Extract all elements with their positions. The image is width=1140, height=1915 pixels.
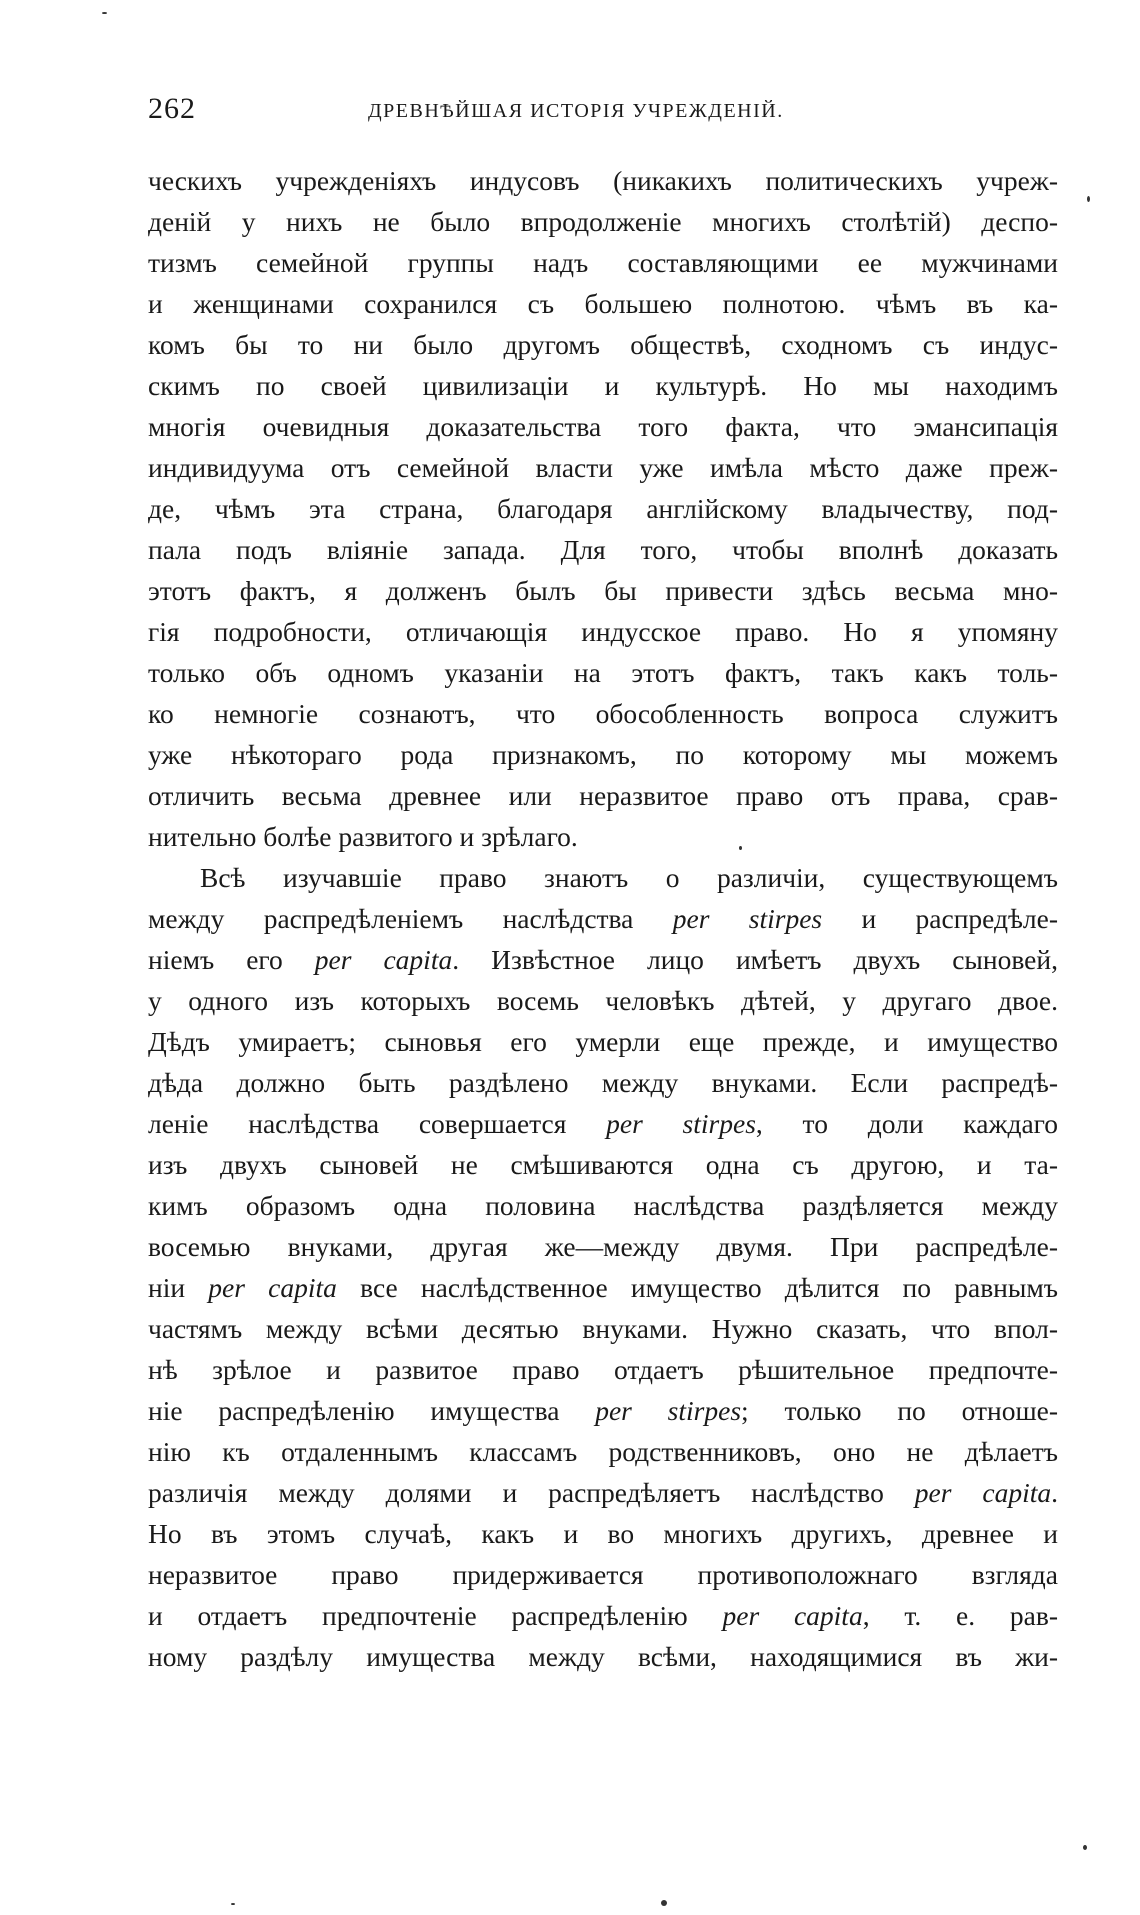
italic-term: per capita [722,1600,863,1631]
text-line [148,570,1058,611]
text-line [148,980,1058,1021]
text-segment: отличить весьма древнее или неразвитое право отъ права, срав- [148,780,1058,811]
text-line [148,1103,1058,1144]
italic-term: per stirpes [672,903,823,934]
text-segment: уже нѣкотораго рода признакомъ, по которому мы можемъ [148,739,1058,770]
text-line [148,734,1058,775]
text-segment: де, чѣмъ эта страна, благодаря англійскому владычеству, под- [148,493,1058,524]
text-line [148,1226,1058,1267]
text-line [148,160,1058,201]
page-header [148,92,1058,132]
text-segment: ко немногіе сознаютъ, что обособленность вопроса служитъ [148,698,1058,729]
text-line [148,1062,1058,1103]
scan-speck [231,1903,235,1905]
running-title: ДРЕВНѢЙШАЯ ИСТОРІЯ УЧРЕЖДЕНІЙ. [368,100,784,122]
text-line [148,529,1058,570]
text-line [148,775,1058,816]
scan-speck [102,12,107,14]
text-segment: , то доли каждаго [755,1108,1058,1139]
page-number: 262 [148,92,196,125]
text-segment: , т. е. рав- [862,1600,1058,1631]
text-segment: частямъ между всѣми десятью внуками. Нужно сказать, что впол- [148,1313,1058,1344]
text-line [148,816,1058,857]
text-segment: восемью внуками, другая же—между двумя. При распредѣле- [148,1231,1058,1262]
text-segment: и отдаетъ предпочтеніе распредѣленію [148,1600,723,1631]
text-segment: изъ двухъ сыновей не смѣшиваются одна съ другою, и та- [148,1149,1058,1180]
italic-term: per stirpes [606,1108,756,1139]
text-line [148,1021,1058,1062]
text-segment: ніе распредѣленію имущества [148,1395,596,1426]
text-segment: индивидуума отъ семейной власти уже имѣла мѣсто даже преж- [148,452,1058,483]
text-segment: скимъ по своей цивилизаціи и культурѣ. Но мы находимъ [148,370,1058,401]
text-segment: тизмъ семейной группы надъ составляющими ее мужчинами [148,247,1058,278]
text-segment: между распредѣленіемъ наслѣдства [148,903,673,934]
text-line [148,1554,1058,1595]
text-segment: дѣда должно быть раздѣлено между внуками. Если распредѣ- [148,1067,1058,1098]
text-segment: и распредѣле- [822,903,1058,934]
text-line [148,857,1058,898]
text-line [148,939,1058,980]
text-segment: комъ бы то ни было другомъ обществѣ, сходномъ съ индус- [148,329,1058,360]
text-segment: неразвитое право придерживается противоположнаго взгляда [148,1559,1058,1590]
text-segment: все наслѣдственное имущество дѣлится по равнымъ [336,1272,1058,1303]
text-segment: у одного изъ которыхъ восемь человѣкъ дѣтей, у другаго двое. [148,985,1058,1016]
text-line [148,447,1058,488]
text-segment: различія между долями и распредѣляетъ наслѣдство [148,1477,915,1508]
text-segment: ніи [148,1272,209,1303]
body-text [148,160,1058,1677]
text-segment: нительно болѣе развитого и зрѣлаго. [148,821,578,852]
text-segment: леніе наслѣдства совершается [148,1108,607,1139]
text-line [148,1267,1058,1308]
text-line [148,1185,1058,1226]
text-segment: многія очевидныя доказательства того факта, что эмансипація [148,411,1058,442]
text-line [148,201,1058,242]
text-line [148,898,1058,939]
paragraph [148,857,1058,1677]
scan-speck [1083,1845,1087,1850]
text-segment: ному раздѣлу имущества между всѣми, находящимися въ жи- [148,1641,1058,1672]
text-line [148,324,1058,365]
text-segment: Всѣ изучавшіе право знаютъ о различіи, существующемъ [200,862,1058,893]
text-segment: пала подъ вліяніе запада. Для того, чтобы вполнѣ доказать [148,534,1058,565]
text-line [148,1513,1058,1554]
text-segment: ческихъ учрежденіяхъ индусовъ (никакихъ политическихъ учреж- [148,165,1058,196]
text-segment: Дѣдъ умираетъ; сыновья его умерли еще прежде, и имущество [148,1026,1058,1057]
text-segment: . Извѣстное лицо имѣетъ двухъ сыновей, [452,944,1058,975]
scan-speck [1087,196,1090,202]
text-line [148,1144,1058,1185]
scan-speck [661,1900,667,1906]
text-line [148,1595,1058,1636]
text-segment: нѣ зрѣлое и развитое право отдаетъ рѣшительное предпочте- [148,1354,1058,1385]
text-segment: и женщинами сохранился съ большею полнотою. чѣмъ въ ка- [148,288,1058,319]
text-line [148,1390,1058,1431]
text-line [148,283,1058,324]
text-line [148,488,1058,529]
italic-term: per capita [208,1272,337,1303]
text-segment: только объ одномъ указаніи на этотъ фактъ, такъ какъ толь- [148,657,1058,688]
text-segment: гія подробности, отличающія индусское право. Но я упомяну [148,616,1058,647]
text-line [148,1431,1058,1472]
italic-term: per stirpes [595,1395,742,1426]
italic-term: per capita [914,1477,1052,1508]
text-line [148,693,1058,734]
italic-term: per capita [314,944,453,975]
text-segment: деній у нихъ не было впродолженіе многихъ столѣтій) деспо- [148,206,1058,237]
text-line [148,406,1058,447]
text-segment: Но въ этомъ случаѣ, какъ и во многихъ другихъ, древнее и [148,1518,1058,1549]
text-segment: . [1051,1477,1058,1508]
text-segment: этотъ фактъ, я долженъ былъ бы привести здѣсь весьма мно- [148,575,1058,606]
text-line [148,242,1058,283]
text-line [148,611,1058,652]
text-line [148,1472,1058,1513]
text-line [148,365,1058,406]
paragraph [148,160,1058,857]
text-segment: нію къ отдаленнымъ классамъ родственниковъ, оно не дѣлаетъ [148,1436,1058,1467]
scan-speck [739,846,742,850]
text-segment: ніемъ его [148,944,315,975]
text-line [148,1308,1058,1349]
text-line [148,652,1058,693]
text-segment: ; только по отноше- [741,1395,1058,1426]
text-line [148,1636,1058,1677]
text-segment: кимъ образомъ одна половина наслѣдства раздѣляется между [148,1190,1058,1221]
text-line [148,1349,1058,1390]
